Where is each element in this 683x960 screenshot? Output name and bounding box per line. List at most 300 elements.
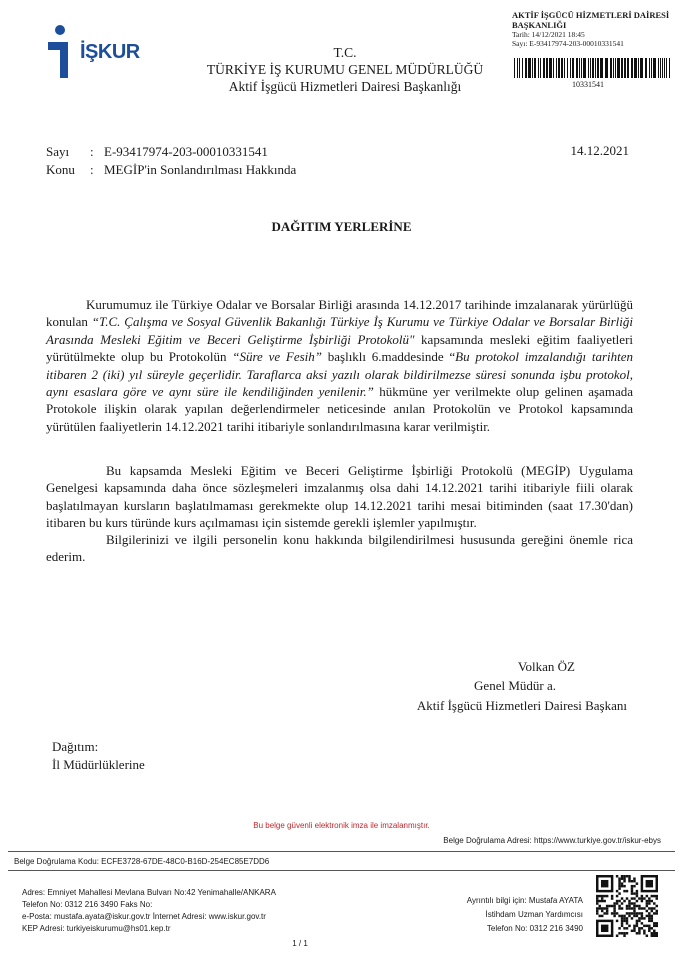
qr-module [601,900,603,902]
qr-module [638,930,640,932]
qr-module [628,907,630,909]
qr-module [616,912,618,914]
qr-module [598,895,600,897]
qr-module [628,905,630,907]
qr-module [646,910,648,912]
barcode-bar [543,58,545,78]
paragraph-3: Bilgilerinizi ve ilgili personelin konu hakkında bilgilendirilmesi hususunda gereğini önemle rica ederim. [46,532,633,565]
barcode-bar [579,58,580,78]
qr-module [643,897,645,899]
qr-module [653,930,655,932]
qr-module [648,925,650,927]
qr-module [621,877,623,879]
qr-module [636,932,638,934]
qr-module [618,880,620,882]
qr-finder [601,925,608,932]
qr-module [653,902,655,904]
qr-module [621,920,623,922]
signatory-name: Volkan ÖZ [517,659,575,674]
qr-module [618,932,620,934]
barcode-bar [556,58,557,78]
barcode-bar [617,58,620,78]
qr-module [656,895,658,897]
qr-module [623,932,625,934]
qr-module [628,900,630,902]
qr-module [618,905,620,907]
qr-module [633,892,635,894]
qr-module [631,917,633,919]
qr-module [653,907,655,909]
qr-module [621,907,623,909]
qr-module [601,897,603,899]
qr-module [616,875,618,877]
qr-module [598,915,600,917]
barcode-bar [669,58,670,78]
barcode-bar [549,58,552,78]
qr-module [613,915,615,917]
page-number: 1 / 1 [292,939,308,948]
konu-label: Konu [46,162,75,177]
qr-module [641,907,643,909]
qr-module [616,902,618,904]
qr-module [623,900,625,902]
qr-module [598,900,600,902]
qr-module [633,930,635,932]
qr-module [623,877,625,879]
qr-module [633,885,635,887]
qr-module [651,907,653,909]
qr-module [603,912,605,914]
qr-module [656,925,658,927]
qr-module [631,907,633,909]
barcode-bar [538,58,539,78]
p1-text-c: kapsamında mesleki eğitim faaliyetleri yürütülmekte olup bu Protokolün [46,331,634,365]
konu-value: MEGİP'in Sonlandırılması Hakkında [104,162,297,177]
qr-module [603,907,605,909]
barcode-bar [590,58,591,78]
qr-module [651,910,653,912]
qr-module [631,890,633,892]
barcode-bar [517,58,518,78]
footer-phone: Telefon No: 0312 216 3490 Faks No: [22,900,153,909]
qr-module [633,905,635,907]
barcode-bar [534,58,536,78]
distribution-label: Dağıtım: [52,739,99,754]
qr-module [616,895,618,897]
qr-module [601,895,603,897]
qr-module [621,875,623,877]
contact-phone: Telefon No: 0312 216 3490 [486,924,583,933]
qr-module [641,900,643,902]
sayi-value: E-93417974-203-00010331541 [104,144,268,159]
qr-module [623,880,625,882]
qr-module [623,915,625,917]
barcode-bar [600,58,603,78]
barcode-bar [621,58,623,78]
qr-module [651,932,653,934]
qr-module [611,912,613,914]
qr-module [626,905,628,907]
qr-module [646,900,648,902]
barcode-bar [558,58,560,78]
qr-module [601,907,603,909]
barcode-bar [522,58,523,78]
qr-module [641,922,643,924]
qr-module [613,907,615,909]
qr-module [633,897,635,899]
qr-module [638,897,640,899]
qr-module [628,912,630,914]
qr-module [606,910,608,912]
footer-divider-bottom [8,870,675,871]
qr-module [621,932,623,934]
qr-module [656,905,658,907]
qr-module [626,932,628,934]
qr-module [641,897,643,899]
barcode-bar [664,58,665,78]
qr-module [628,902,630,904]
qr-module [656,922,658,924]
qr-module [638,912,640,914]
barcode-bar [581,58,582,78]
barcode-bar [528,58,531,78]
qr-module [596,907,598,909]
qr-module [651,920,653,922]
qr-module [653,932,655,934]
qr-module [633,927,635,929]
qr-module [656,897,658,899]
qr-module [648,920,650,922]
barcode-bar [631,58,633,78]
qr-module [643,932,645,934]
qr-module [656,932,658,934]
qr-module [653,895,655,897]
qr-module [656,910,658,912]
qr-module [596,897,598,899]
qr-module [611,905,613,907]
qr-module [628,877,630,879]
qr-module [643,917,645,919]
qr-module [621,917,623,919]
qr-module [653,925,655,927]
qr-module [618,915,620,917]
footer-address: Adres: Emniyet Mahallesi Mevlana Bulvarı No:42 Yenimahalle/ANKARA [22,888,276,897]
qr-module [646,905,648,907]
qr-module [651,915,653,917]
qr-module [623,920,625,922]
barcode-bar [638,58,639,78]
contact-name: Ayrıntılı bilgi için: Mustafa AYATA [466,896,583,905]
qr-module [641,895,643,897]
qr-module [618,887,620,889]
qr-module [633,925,635,927]
p1-text-e: başlıklı 6.maddesinde “ [322,349,456,365]
qr-module [616,890,618,892]
iskur-logo [46,20,156,80]
barcode-bar [564,58,565,78]
qr-module [633,910,635,912]
signatory-department: Aktif İşgücü Hizmetleri Dairesi Başkanı [416,698,627,713]
barcode-bar [666,58,667,78]
barcode-bar [645,58,647,78]
qr-module [608,905,610,907]
qr-module [618,885,620,887]
qr-module [636,925,638,927]
qr-module [626,927,628,929]
p1-text-g: hükmüne yer verilmekte olup gelinen aşamada Protokole ilişkin olarak yapılan değerlendirmeler neticesinde anılan Protokolün ve Protokol kapsamında yürütülen faaliyetlerin 14.12.2021 tarihi itibariyle sonlandırılmasına karar verilmiştir. [46,384,633,434]
barcode-bar [583,58,586,78]
qr-module [651,927,653,929]
barcode-icon [514,58,672,78]
qr-module [633,877,635,879]
qr-module [646,935,648,937]
distribution-heading: DAĞITIM YERLERİNE [271,219,412,234]
qr-module [623,935,625,937]
qr-module [636,920,638,922]
qr-module [648,907,650,909]
qr-module [648,902,650,904]
barcode-bar [660,58,661,78]
qr-module [653,935,655,937]
qr-module [653,922,655,924]
qr-module [618,892,620,894]
qr-module [641,917,643,919]
distribution-recipient: İl Müdürlüklerine [52,757,145,772]
qr-module [621,885,623,887]
qr-module [626,890,628,892]
qr-module [631,912,633,914]
qr-module [648,900,650,902]
barcode-bar [519,58,520,78]
qr-module [618,927,620,929]
qr-module [633,880,635,882]
qr-module [638,932,640,934]
qr-module [613,905,615,907]
qr-module [613,902,615,904]
barcode-bar [634,58,637,78]
barcode-bar [561,58,563,78]
qr-module [641,927,643,929]
barcode-bar [597,58,599,78]
qr-module [653,912,655,914]
qr-module [636,915,638,917]
sayi-label: Sayı [46,144,70,159]
qr-module [601,910,603,912]
stamp-date: Tarih: 14/12/2021 18:45 [512,30,585,39]
qr-module [651,917,653,919]
signatory-title: Genel Müdür a. [474,678,556,693]
footer-divider-top [8,851,675,852]
p1-text-a: Kurumumuz ile Türkiye Odalar ve Borsalar Birliği arasında 14.12.2017 tarihinde imzalanarak yürürlüğü konulan [46,297,633,330]
barcode-bar [615,58,616,78]
logo-text: İŞKUR [80,41,140,63]
barcode-bar [592,58,594,78]
qr-module [636,905,638,907]
qr-module [643,930,645,932]
qr-module [646,925,648,927]
qr-module [621,902,623,904]
verification-address: Belge Doğrulama Adresi: https://www.turkiye.gov.tr/iskur-ebys [443,836,661,845]
qr-module [638,907,640,909]
qr-module [618,907,620,909]
qr-module [621,922,623,924]
qr-module [626,907,628,909]
qr-module [648,927,650,929]
contact-title: İstihdam Uzman Yardımcısı [485,910,583,919]
qr-module [648,912,650,914]
qr-module [623,917,625,919]
footer-kep: KEP Adresi: turkiyeiskurumu@hs01.kep.tr [22,924,171,933]
stamp-line-2: BAŞKANLIĞI [512,20,567,30]
barcode-bar [546,58,548,78]
barcode-bar [553,58,554,78]
qr-module [618,900,620,902]
konu-colon: : [90,162,94,177]
barcode-bar [610,58,612,78]
qr-module [628,880,630,882]
qr-module [628,925,630,927]
barcode-bar [658,58,659,78]
qr-module [631,897,633,899]
qr-module [638,905,640,907]
p1-quote: Bu protokol imzalandığı tarihten itibaren 2 (iki) yıl süreyle geçerlidir. Taraflarca aksi yazılı olarak bildirilmezse süresi sonunda işbu protokol, aynı esaslara göre ve aynı süre ile kendiliğinden yenilenir.” [46,349,634,400]
qr-code-icon [596,875,658,937]
qr-module [613,912,615,914]
qr-module [623,885,625,887]
qr-module [636,890,638,892]
qr-module [618,882,620,884]
qr-module [648,897,650,899]
header-department: Aktif İşgücü Hizmetleri Dairesi Başkanlığı [228,79,462,94]
qr-module [631,887,633,889]
qr-module [623,927,625,929]
p1-article-title: “Süre ve Fesih” [232,349,322,365]
qr-module [633,902,635,904]
qr-module [626,875,628,877]
barcode-bar [525,58,527,78]
qr-module [631,930,633,932]
qr-module [641,912,643,914]
esign-note: Bu belge güvenli elektronik imza ile imzalanmıştır. [253,821,430,830]
qr-module [621,897,623,899]
stamp-line-1: AKTİF İŞGÜCÜ HİZMETLERİ DAİRESİ [512,10,670,20]
qr-module [646,915,648,917]
qr-module [638,917,640,919]
qr-module [646,902,648,904]
qr-module [651,895,653,897]
qr-module [596,912,598,914]
qr-module [601,915,603,917]
qr-module [616,920,618,922]
sayi-colon: : [90,144,94,159]
qr-module [651,935,653,937]
qr-module [616,935,618,937]
barcode-bar [627,58,629,78]
verification-code: Belge Doğrulama Kodu: ECFE3728-67DE-48C0-B16D-254EC85E7DD6 [14,857,270,866]
barcode-bar [572,58,574,78]
document-date: 14.12.2021 [570,143,629,158]
qr-finder [601,880,608,887]
iskur-logo-icon [46,24,76,78]
qr-module [606,907,608,909]
barcode-bar [540,58,541,78]
barcode-bar [640,58,643,78]
qr-module [626,917,628,919]
qr-module [636,912,638,914]
barcode-bar [532,58,533,78]
barcode-bar [576,58,578,78]
barcode-bar [662,58,663,78]
qr-module [603,895,605,897]
qr-module [611,895,613,897]
barcode-bar [651,58,652,78]
registry-stamp [512,10,672,48]
qr-module [646,895,648,897]
p1-protocol-title: “T.C. Çalışma ve Sosyal Güvenlik Bakanlığı Türkiye İş Kurumu ve Türkiye Odalar ve Borsalar Birliği Arasında Mesleki Eğitim ve Beceri Geliştirme İşbirliği Protokolü" [46,314,633,347]
qr-module [636,882,638,884]
qr-module [613,910,615,912]
qr-module [618,877,620,879]
header-institution: TÜRKİYE İŞ KURUMU GENEL MÜDÜRLÜĞÜ [206,62,484,77]
barcode-number: 10331541 [572,80,604,89]
qr-module [626,922,628,924]
qr-module [656,935,658,937]
barcode-bar [588,58,589,78]
qr-module [596,910,598,912]
qr-module [596,902,598,904]
qr-module [616,900,618,902]
qr-module [643,925,645,927]
qr-module [636,900,638,902]
qr-module [636,922,638,924]
qr-module [606,895,608,897]
barcode-bar [605,58,608,78]
header-tc: T.C. [333,45,357,60]
qr-module [633,912,635,914]
qr-module [633,907,635,909]
qr-module [648,917,650,919]
qr-module [621,915,623,917]
barcode-bar [514,58,515,78]
qr-module [611,897,613,899]
paragraph-2: Bu kapsamda Mesleki Eğitim ve Beceri Geliştirme İşbirliği Protokolü (MEGİP) Uygulama Genelgesi kapsamında daha önce sözleşmeleri imzalanmış olsa dahi 14.12.2021 tarihi itibariyle fiili olarak başlatılmayan kursların başlatılmaması gerekmekte olup 14.12.2021 tarihi mesai bitiminden (saat 17.30'dan) itibaren bu kurs türünde kurs açılmaması için sistemde gerekli işlemler yapılmıştır. [46,463,633,531]
barcode-bar [649,58,650,78]
qr-module [621,925,623,927]
qr-module [628,875,630,877]
qr-module [631,880,633,882]
qr-module [626,912,628,914]
qr-module [626,920,628,922]
qr-module [641,915,643,917]
qr-module [638,920,640,922]
qr-module [631,892,633,894]
qr-module [638,927,640,929]
qr-module [631,902,633,904]
qr-module [623,890,625,892]
qr-module [643,907,645,909]
qr-module [648,915,650,917]
qr-module [631,885,633,887]
qr-module [606,905,608,907]
footer-email: e-Posta: mustafa.ayata@iskur.gov.tr İnternet Adresi: www.iskur.gov.tr [22,912,266,921]
qr-module [621,882,623,884]
barcode-bar [653,58,656,78]
paragraph-1 [46,296,633,435]
qr-module [651,900,653,902]
stamp-number: Sayı: E-93417974-203-00010331541 [512,39,624,48]
qr-module [606,912,608,914]
barcode-bar [613,58,614,78]
